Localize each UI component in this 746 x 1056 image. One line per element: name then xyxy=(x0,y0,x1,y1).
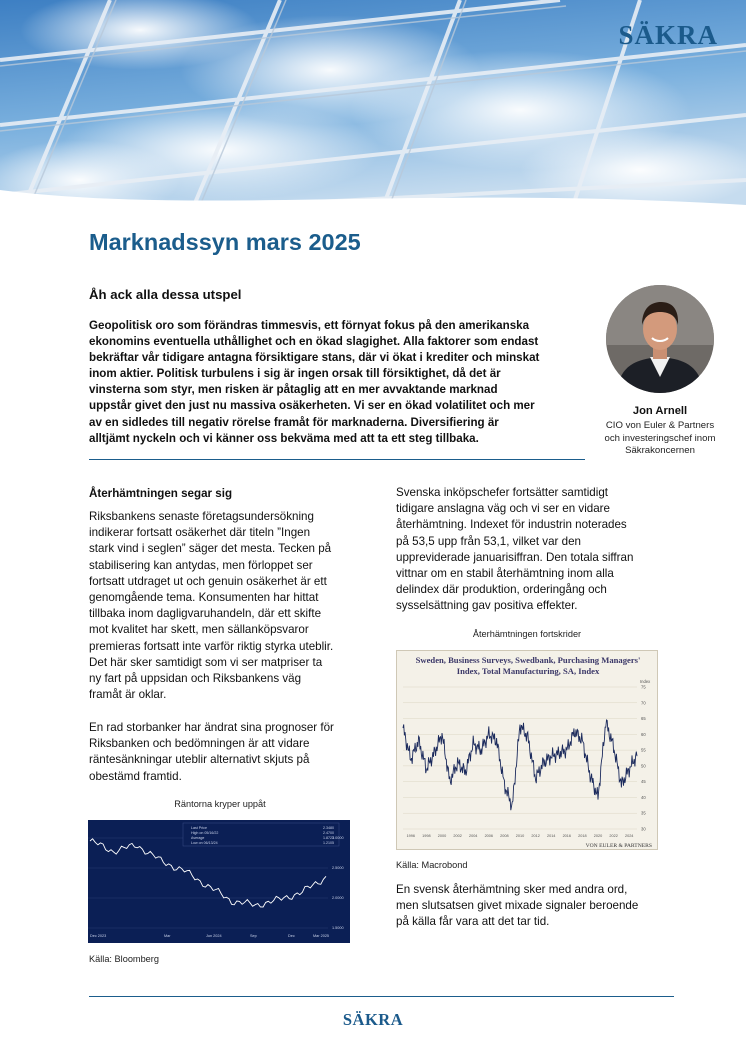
y-tick-label: 1.5000 xyxy=(332,926,344,930)
right-paragraph-2 xyxy=(396,882,658,931)
x-tick-label: 1998 xyxy=(422,834,431,838)
text-line: mot kvalitet har skett, men sällanköpsvaror xyxy=(89,623,309,637)
text-line: stabilisering kan antydas, men förloppet ser xyxy=(89,558,313,572)
text-line: En rad storbanker har ändrat sina prognoser för xyxy=(89,721,334,734)
intro-line: inom aktier. Politisk turbulens i sig är ingen orsak till försiktighet, då det är xyxy=(89,367,501,381)
author-role xyxy=(585,420,735,458)
x-tick-label: 2010 xyxy=(515,834,525,838)
y-tick-label: 55 xyxy=(641,747,646,753)
text-line: uppreviderade januarisiffran. Den totala siffran xyxy=(396,550,634,564)
y-tick-label: 60 xyxy=(641,731,646,737)
text-line: ny fart på uppsidan och Riksbankens väg xyxy=(89,672,302,686)
legend-label: Low on 06/13/24 xyxy=(191,841,218,845)
x-tick-label: 2024 xyxy=(624,834,634,838)
x-tick-label: 2020 xyxy=(593,834,603,838)
y-tick-label: 40 xyxy=(641,794,646,800)
text-line: Riksbanken och bedömningen är att vidare xyxy=(89,737,310,751)
text-line: premieras fortsatt inte varför riktig styrka uteblir. xyxy=(89,639,334,653)
x-tick-label: 2002 xyxy=(453,834,462,838)
macrobond-chart xyxy=(396,650,658,850)
subtitle: Åh ack alla dessa utspel xyxy=(89,287,242,302)
author-role-line: CIO von Euler & Partners xyxy=(605,420,715,431)
x-tick-label: 2006 xyxy=(484,834,494,838)
text-line: fortsatt utdraget ut och genuin osäkerhet är ett xyxy=(89,574,327,588)
text-line: räntesänkningar uteblir alternativt skjuts på xyxy=(89,753,310,767)
y-tick-label: 50 xyxy=(641,763,646,769)
author-role-line: Säkrakoncernen xyxy=(625,445,695,457)
text-line: delindex där produktion, orderingång och xyxy=(396,583,607,597)
text-line: Riksbankens senaste företagsundersökning xyxy=(89,510,314,523)
x-tick-label: Mar 2025 xyxy=(313,934,330,938)
figure-caption-right: Återhämtningen fortskrider xyxy=(472,629,582,639)
legend-label: Last Price xyxy=(191,826,207,830)
x-tick-label: 2004 xyxy=(468,834,478,838)
text-line: sysselsättning gav positiva effekter. xyxy=(396,599,578,613)
x-tick-label: 2012 xyxy=(531,834,540,838)
text-line: stark vind i seglen” säger det mesta. Tecken på xyxy=(89,542,332,556)
pmi-series-line xyxy=(403,720,637,810)
author-role-line: och investeringschef inom xyxy=(604,432,716,444)
y-tick-label: 3.0000 xyxy=(332,836,344,840)
intro-line: ekonomins eventuella uthållighet och en ökad slagighet. Alla faktorer som endast xyxy=(89,335,539,349)
x-tick-label: 2014 xyxy=(546,834,556,838)
left-paragraph-1 xyxy=(89,509,351,703)
intro-line: vinsterna som styr, men risken är påtaglig att en mer avvaktande marknad xyxy=(89,383,498,397)
legend-value: 1.2105 xyxy=(323,841,334,845)
text-line: tidigare anslagna väg och vi ser en vidare xyxy=(396,502,610,516)
chart-footer: VON EULER & PARTNERS xyxy=(585,843,652,849)
text-line: obestämd framtid. xyxy=(89,769,182,783)
legend-value: 1.8723 xyxy=(323,836,334,840)
y-tick-label: 45 xyxy=(641,779,646,785)
right-paragraph-1 xyxy=(396,485,658,615)
text-line: vittnar om en stabil återhämtning inom alla xyxy=(396,567,614,581)
intro-line: bekräftar vår tidigare antagna försiktigare stans, där vi ökat i krediter och minskat xyxy=(89,351,540,365)
rate-series-line xyxy=(90,839,326,907)
intro-line: uppstår givet den just nu massiva osäkerheten. Vi ser en ökad volatilitet och mer xyxy=(89,399,535,413)
x-tick-label: Sep xyxy=(250,934,257,938)
intro-line: Geopolitisk oro som förändras timmesvis, ett förnyat fokus på den amerikanska xyxy=(89,319,530,332)
text-line: Svenska inköpschefer fortsätter samtidigt xyxy=(396,486,609,499)
legend-value: 2.3480 xyxy=(323,826,334,830)
x-tick-label: 2018 xyxy=(578,834,587,838)
source-macrobond: Källa: Macrobond xyxy=(396,860,468,870)
brand-logo: SÄKRA xyxy=(618,20,718,50)
intro-paragraph xyxy=(89,318,569,447)
author-name: Jon Arnell xyxy=(632,405,688,417)
legend-label: High on 05/16/22 xyxy=(191,831,219,835)
page-title: Marknadssyn mars 2025 xyxy=(89,229,361,255)
text-line: En svensk återhämtning sker med andra ord, xyxy=(396,883,628,896)
x-tick-label: 1996 xyxy=(406,834,416,838)
text-line: framåt är oklar. xyxy=(89,688,167,702)
x-tick-label: 2000 xyxy=(437,834,447,838)
x-tick-label: 2008 xyxy=(500,834,509,838)
x-tick-label: Dec 2023 xyxy=(90,934,107,938)
text-line: men slutsatsen givet mixade signaler beroende xyxy=(396,899,639,913)
section-heading: Återhämtningen segar sig xyxy=(89,487,233,500)
legend-value: 2.4700 xyxy=(323,831,334,835)
x-tick-label: 2016 xyxy=(562,834,572,838)
y-tick-label: 2.0000 xyxy=(332,896,344,900)
y-unit-label: Index xyxy=(640,679,651,684)
text-line: indikerar fortsatt osäkerhet där titeln ”Ingen xyxy=(89,526,311,540)
y-tick-label: 70 xyxy=(641,700,646,706)
text-line: tillbaka inom dagligvaruhandeln, där ett skifte xyxy=(89,607,322,621)
footer-logo: SÄKRA xyxy=(342,1010,404,1029)
intro-line: av en sidledes till negativ rörelse framåt för marknaderna. Diversifiering är xyxy=(89,415,499,429)
x-tick-label: Mar xyxy=(164,934,171,938)
text-line: på 53,5 upp från 53,1, vilket var den xyxy=(396,534,581,548)
text-line: på källa får vara att det tar tid. xyxy=(396,915,550,929)
bloomberg-chart xyxy=(88,820,350,943)
text-line: Det här sker samtidigt som vi ser matpriser ta xyxy=(89,655,323,669)
author-portrait xyxy=(606,285,714,393)
y-tick-label: 2.5000 xyxy=(332,866,344,870)
left-paragraph-2 xyxy=(89,720,351,785)
source-bloomberg: Källa: Bloomberg xyxy=(89,954,159,964)
y-tick-label: 30 xyxy=(641,826,646,832)
x-tick-label: 2022 xyxy=(609,834,618,838)
text-line: genomgående tema. Konsumenten har hittat xyxy=(89,591,319,605)
legend-label: Average xyxy=(191,836,205,840)
chart-title-line: Sweden, Business Surveys, Swedbank, Purchasing Managers' xyxy=(415,655,641,665)
chart-title-line: Index, Total Manufacturing, SA, Index xyxy=(456,666,600,676)
y-tick-label: 65 xyxy=(641,716,646,722)
figure-caption-left: Räntorna kryper uppåt xyxy=(174,799,266,809)
section-divider xyxy=(89,459,585,460)
x-tick-label: Jun 2024 xyxy=(206,934,222,938)
x-tick-label: Dec xyxy=(288,934,295,938)
y-tick-label: 35 xyxy=(641,810,646,816)
footer-divider xyxy=(89,996,674,997)
y-tick-label: 75 xyxy=(641,684,646,690)
intro-line: alltjämt nyckeln och vi känner oss bekväma med att ta ett steg tillbaka. xyxy=(89,431,479,445)
text-line: återhämtning. Indexet för industrin noterades xyxy=(396,518,627,532)
